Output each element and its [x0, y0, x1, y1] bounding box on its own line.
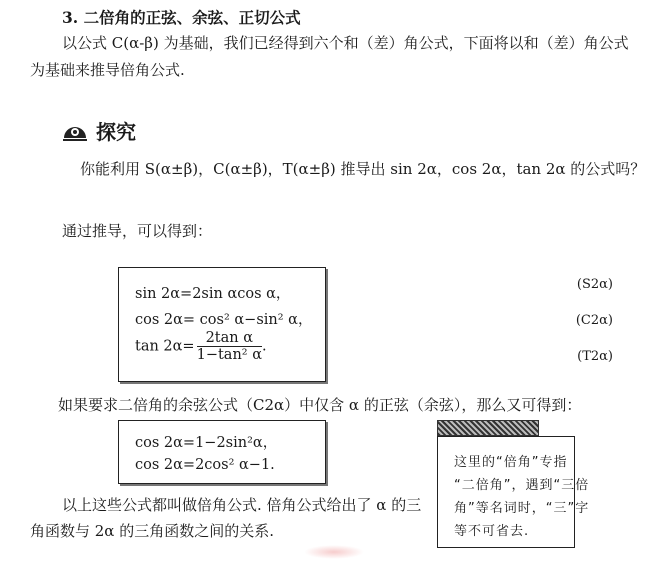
- requirement-text: 如果要求二倍角的余弦公式（C2α）中仅含 α 的正弦（余弦），那么又可得到：: [58, 396, 582, 414]
- formula-tan-numerator: 2tan α: [197, 330, 262, 347]
- explore-icon: [62, 120, 88, 142]
- formula-cos-2a-sin: cos 2α=1−2sin²α，: [135, 435, 278, 451]
- side-note-line2: “二倍角”，遇到“三倍: [454, 478, 590, 493]
- conclusion-line1: 以上这些公式都叫做倍角公式. 倍角公式给出了 α 的三: [62, 496, 422, 514]
- explore-label: 探究: [96, 120, 136, 144]
- formula-cos-2a-cos: cos 2α=2cos² α−1.: [135, 457, 275, 473]
- formula-cos-2a: cos 2α= cos² α−sin² α，: [135, 312, 313, 328]
- side-note-line3: 角”等名词时，“三”字: [454, 501, 590, 516]
- double-angle-formula-box: [118, 267, 326, 382]
- intro-paragraph-line2: 为基础来推导倍角公式.: [30, 61, 185, 79]
- formula-tan-fraction: [197, 330, 262, 363]
- conclusion-line2: 角函数与 2α 的三角函数之间的关系.: [30, 522, 274, 540]
- cosine-formula-box: [118, 420, 326, 484]
- side-note-line4: 等不可省去.: [454, 524, 530, 539]
- intro-paragraph-line1: 以公式 C(α-β) 为基础，我们已经得到六个和（差）角公式，下面将以和（差）角公式: [62, 34, 629, 52]
- note-tab: [437, 420, 539, 436]
- tag-t-2a: (T2α): [577, 349, 613, 364]
- side-note-line1: 这里的“倍角”专指: [454, 455, 568, 470]
- explore-heading: [62, 116, 136, 145]
- section-title: 3. 二倍角的正弦、余弦、正切公式: [62, 8, 301, 27]
- formula-tan-denominator: 1−tan² α: [196, 347, 262, 363]
- formula-sin-2a: sin 2α=2sin αcos α，: [135, 286, 291, 302]
- watermark: [304, 545, 364, 559]
- formula-tan-lhs: tan 2α=: [135, 338, 195, 355]
- tag-c-2a: (C2α): [575, 313, 613, 328]
- tag-s-2a: (S2α): [576, 277, 613, 292]
- derivation-intro: 通过推导，可以得到：: [62, 222, 213, 240]
- formula-tan-end: .: [262, 338, 267, 355]
- formula-tan-2a: [135, 330, 267, 363]
- side-note: [437, 436, 590, 548]
- explore-question: 你能利用 S(α±β)，C(α±β)，T(α±β) 推导出 sin 2α，cos 2α，tan 2α 的公式吗？: [80, 160, 646, 178]
